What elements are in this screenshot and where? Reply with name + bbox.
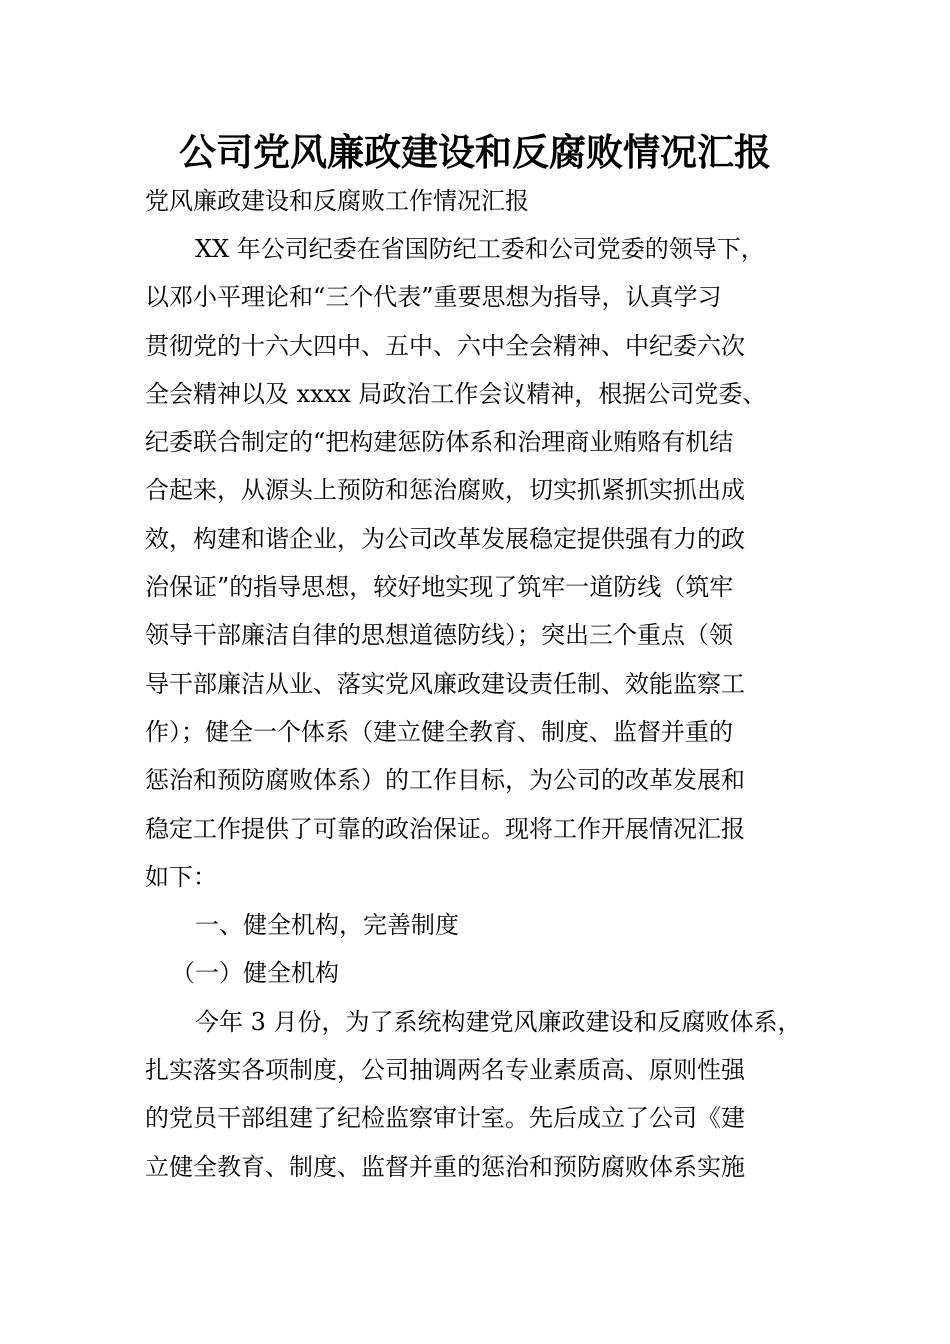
paragraph-line: 惩治和预防腐败体系）的工作目标，为公司的改革发展和 (145, 766, 745, 795)
paragraph-line: 的党员干部组建了纪检监察审计室。先后成立了公司《建 (145, 1104, 745, 1133)
paragraph-line: 导干部廉洁从业、落实党风廉政建设责任制、效能监察工 (145, 669, 745, 698)
paragraph-line: 合起来，从源头上预防和惩治腐败，切实抓紧抓实抓出成 (145, 476, 745, 505)
paragraph-line: 贯彻党的十六大四中、五中、六中全会精神、中纪委六次 (145, 331, 745, 360)
paragraph-line: 如下： (145, 862, 217, 891)
paragraph-line: 稳定工作提供了可靠的政治保证。现将工作开展情况汇报 (145, 814, 745, 843)
paragraph-line: 全会精神以及 xxxx 局政治工作会议精神，根据公司党委、 (145, 379, 767, 408)
paragraph-line: 领导干部廉洁自律的思想道德防线）；突出三个重点（领 (145, 621, 733, 650)
document-title: 公司党风廉政建设和反腐败情况汇报 (179, 130, 771, 174)
paragraph-line: 以邓小平理论和“三个代表”重要思想为指导，认真学习 (145, 283, 722, 312)
document-body (145, 225, 825, 1191)
paragraph-line: 作）；健全一个体系（建立健全教育、制度、监督并重的 (145, 717, 733, 746)
document-subtitle: 党风廉政建设和反腐败工作情况汇报 (145, 187, 529, 215)
subsection-heading: （一）健全机构 (171, 959, 339, 988)
paragraph-line: 扎实落实各项制度，公司抽调两名专业素质高、原则性强 (145, 1056, 745, 1085)
paragraph-line: XX 年公司纪委在省国防纪工委和公司党委的领导下， (195, 235, 765, 263)
paragraph-line: 效，构建和谐企业，为公司改革发展稳定提供强有力的政 (145, 524, 745, 553)
paragraph-line: 今年 3 月份，为了系统构建党风廉政建设和反腐败体系， (195, 1007, 802, 1036)
paragraph-line: 治保证”的指导思想，较好地实现了筑牢一道防线（筑牢 (145, 573, 734, 602)
section-heading: 一、健全机构，完善制度 (195, 911, 459, 940)
paragraph-line: 纪委联合制定的“把构建惩防体系和治理商业贿赂有机结 (145, 428, 734, 457)
paragraph-line: 立健全教育、制度、监督并重的惩治和预防腐败体系实施 (145, 1152, 745, 1181)
